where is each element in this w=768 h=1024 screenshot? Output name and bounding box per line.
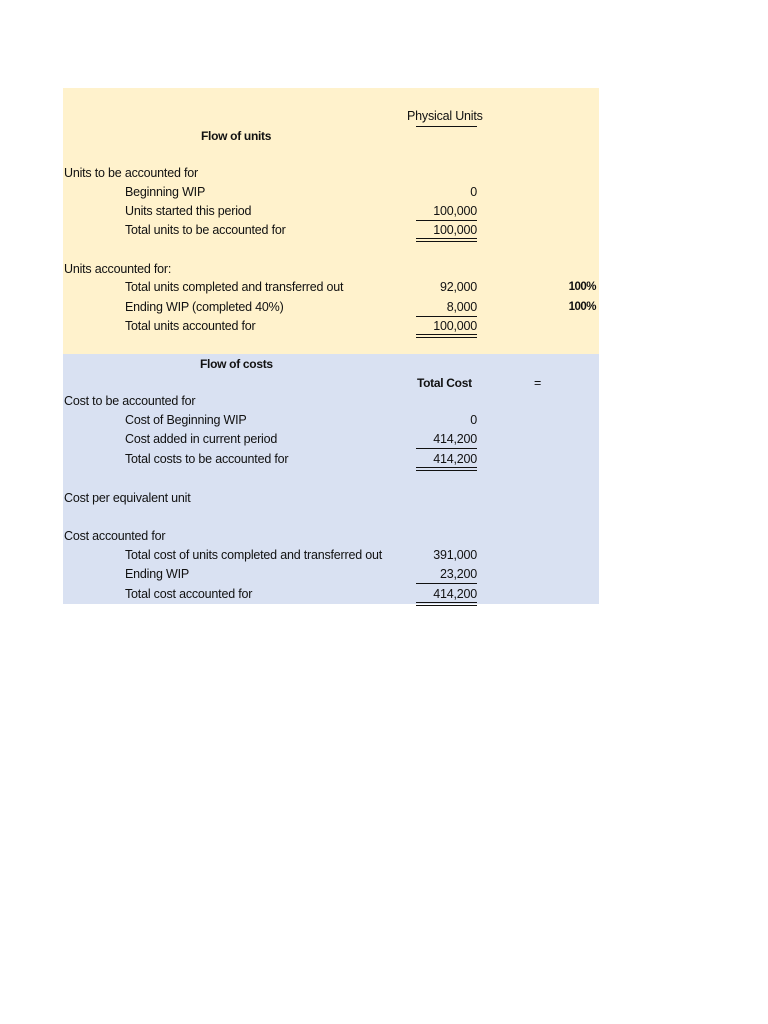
total-double-underline — [416, 334, 477, 338]
cost-completed-value: 391,000 — [433, 548, 477, 562]
beginning-wip-units: 0 — [470, 185, 477, 199]
units-completed-label: Total units completed and transferred out — [125, 280, 344, 294]
units-completed-value: 92,000 — [439, 280, 477, 294]
total-costs-to-account-value: 414,200 — [433, 452, 477, 466]
ending-wip-label: Ending WIP (completed 40%) — [125, 300, 284, 314]
cost-beginning-wip-value: 0 — [470, 413, 477, 427]
flow-of-units-title: Flow of units — [201, 129, 272, 143]
total-units-accounted-value: 100,000 — [433, 319, 477, 333]
subtotal-line — [416, 583, 477, 584]
cost-beginning-wip-label: Cost of Beginning WIP — [125, 413, 247, 427]
flow-of-costs-section — [63, 354, 599, 604]
total-double-underline — [416, 602, 477, 606]
cost-completed-label: Total cost of units completed and transferred out — [125, 548, 383, 562]
total-units-to-account-label: Total units to be accounted for — [125, 223, 286, 237]
physical-units-header: Physical Units — [407, 109, 483, 123]
subtotal-line — [416, 316, 477, 317]
cost-ending-wip-value: 23,200 — [439, 567, 477, 581]
cost-per-equivalent-unit-label: Cost per equivalent unit — [64, 491, 191, 505]
spreadsheet — [63, 88, 599, 604]
cost-added-value: 414,200 — [433, 432, 477, 446]
ending-wip-pct: 100% — [568, 301, 596, 313]
subtotal-line — [416, 448, 477, 449]
total-units-accounted-label: Total units accounted for — [125, 319, 256, 333]
cost-added-label: Cost added in current period — [125, 432, 278, 446]
units-to-be-accounted-heading: Units to be accounted for — [64, 166, 198, 180]
units-accounted-heading: Units accounted for: — [64, 262, 172, 276]
total-cost-header: Total Cost — [417, 376, 472, 390]
total-double-underline — [416, 238, 477, 242]
equals-sign: = — [534, 376, 542, 390]
total-cost-accounted-label: Total cost accounted for — [125, 587, 253, 601]
total-units-to-account-value: 100,000 — [433, 223, 477, 237]
cost-ending-wip-label: Ending WIP — [125, 567, 190, 581]
total-cost-accounted-value: 414,200 — [433, 587, 477, 601]
subtotal-line — [416, 220, 477, 221]
total-double-underline — [416, 467, 477, 471]
cost-accounted-heading: Cost accounted for — [64, 529, 166, 543]
cost-to-be-accounted-heading: Cost to be accounted for — [64, 394, 196, 408]
total-costs-to-account-label: Total costs to be accounted for — [125, 452, 289, 466]
units-completed-pct: 100% — [568, 281, 596, 293]
flow-of-costs-title: Flow of costs — [200, 357, 273, 371]
ending-wip-units: 8,000 — [446, 300, 477, 314]
units-started-label: Units started this period — [125, 204, 252, 218]
flow-of-units-section — [63, 88, 599, 354]
beginning-wip-label: Beginning WIP — [125, 185, 206, 199]
units-started-value: 100,000 — [433, 204, 477, 218]
physical-units-header-underline — [416, 126, 477, 127]
